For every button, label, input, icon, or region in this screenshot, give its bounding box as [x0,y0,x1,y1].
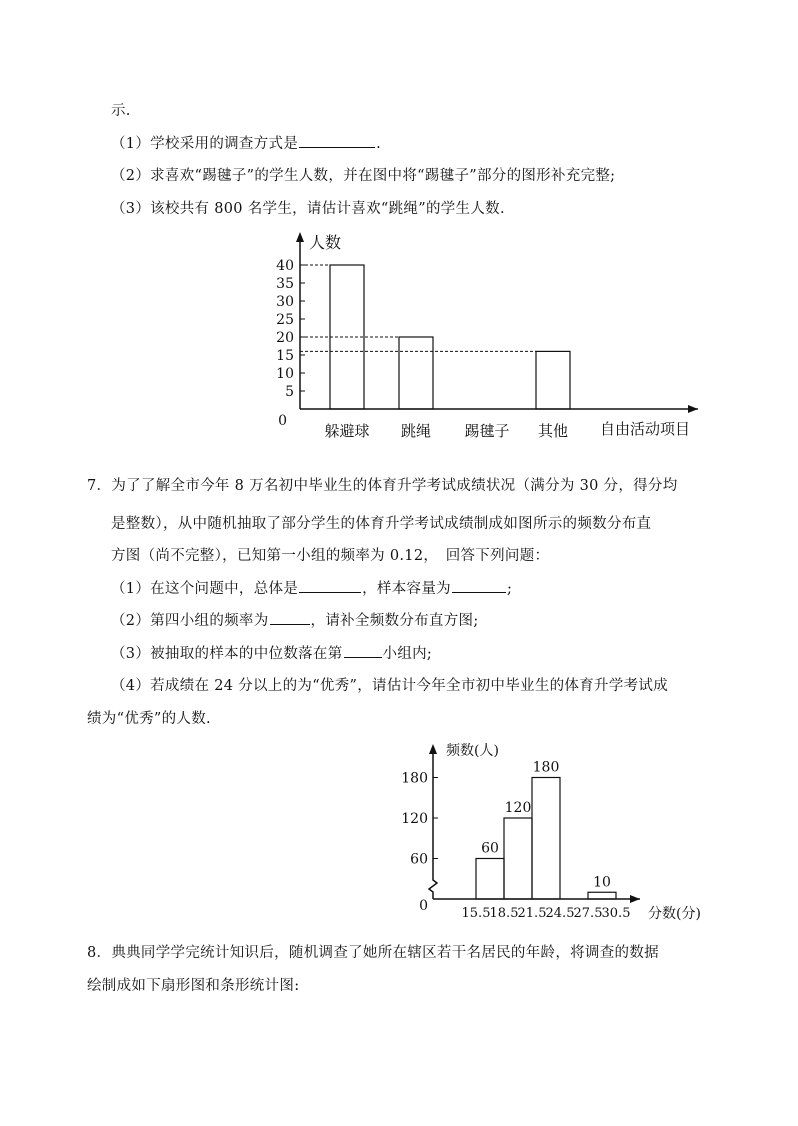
q6-sub1 [111,133,381,154]
q7-sub2-end: ，请补全频数分布直方图; [310,613,479,629]
y-tick-label: 60 [410,851,428,868]
y-axis-label: 人数 [309,233,342,252]
y-tick-label: 40 [276,258,294,274]
x-axis-label: 自由活动项目 [600,420,691,438]
x-tick-label: 27.5 [573,906,603,921]
histogram-bar [588,892,616,899]
q6-tail: 示. [111,103,131,119]
q7-sub2 [111,610,479,631]
x-tick-label: 15.5 [461,906,491,921]
q7-sub1-mid: ，样本容量为 [362,581,451,597]
histogram-bar [504,818,532,899]
q7-sub4-cont: 绩为“优秀”的人数. [87,711,211,727]
x-tick-label: 其他 [537,422,569,440]
q7-sub1-text: （1）在这个问题中，总体是 [111,581,299,597]
x-axis-arrow [688,405,698,413]
x-tick-label: 踢毽子 [464,422,510,440]
y-tick-label: 0 [278,413,287,429]
data-label: 120 [504,800,532,816]
y-tick-label: 120 [401,811,428,827]
q6-sub2: （2）求喜欢“踢毽子”的学生人数，并在图中将“踢毽子”部分的图形补充完整; [111,168,616,184]
q8-line1: 8．典典同学学完统计知识后，随机调查了她所在辖区若干名居民的年龄，将调查的数据 [87,945,659,961]
q7-sub2-text: （2）第四小组的频率为 [111,613,269,629]
q7-line1: 7．为了了解全市今年 8 万名初中毕业生的体育升学考试成绩状况（满分为 30 分，得分均 [87,478,678,494]
x-axis-label: 分数(分) [648,906,701,922]
q7-line2: 是整数），从中随机抽取了部分学生的体育升学考试成绩制成如图所示的频数分布直 [111,516,652,532]
y-tick-label: 25 [276,312,294,328]
y-axis-arrow [429,744,437,754]
q8-line2: 绘制成如下扇形图和条形统计图: [87,978,300,994]
y-axis [429,749,437,899]
answer-blank[interactable] [344,643,382,658]
bar [399,337,433,409]
data-label: 180 [532,759,560,776]
y-tick-label: 30 [276,294,294,310]
y-tick-label: 180 [401,770,428,787]
y-tick-label: 10 [276,366,294,382]
q7-sub1-end: ; [506,581,513,597]
q7-sub1 [111,578,512,599]
y-tick-label: 15 [276,348,294,364]
x-tick-label: 30.5 [601,906,631,921]
q7-sub3-end: 小组内; [382,646,433,662]
answer-blank[interactable] [270,610,310,625]
q6-sub3: （3）该校共有 800 名学生，请估计喜欢“跳绳”的学生人数. [111,201,505,217]
answer-blank[interactable] [299,133,375,148]
histogram-bar [532,778,560,900]
bar [330,265,364,409]
q7-sub4: （4）若成绩在 24 分以上的为“优秀”，请估计今年全市初中毕业生的体育升学考试成 [111,678,669,694]
answer-blank[interactable] [452,578,506,593]
q6-sub1-text: （1）学校采用的调查方式是 [111,136,299,152]
x-tick-label: 24.5 [545,906,575,921]
x-tick-label: 跳绳 [400,422,432,440]
x-tick-label: 18.5 [489,906,519,921]
answer-blank[interactable] [299,578,361,593]
y-tick-label: 20 [276,330,294,346]
x-tick-label: 躲避球 [324,422,370,440]
histogram-bar [476,859,504,900]
y-axis-label: 频数(人) [446,743,499,759]
q7-sub3-text: （3）被抽取的样本的中位数落在第 [111,646,343,662]
y-tick-label: 35 [276,276,294,292]
q7-line3: 方图（尚不完整），已知第一小组的频率为 0.12， 回答下列问题： [111,548,550,564]
y-axis-arrow [296,232,304,242]
data-label: 60 [481,840,499,857]
q6-sub1-end: . [376,136,382,152]
x-tick-label: 21.5 [517,906,547,921]
data-label: 10 [593,874,611,891]
y-tick-label: 5 [285,384,294,400]
q7-sub3 [111,643,432,664]
x-axis-arrow [630,895,640,903]
y-tick-label: 0 [419,898,428,914]
bar [536,351,570,409]
